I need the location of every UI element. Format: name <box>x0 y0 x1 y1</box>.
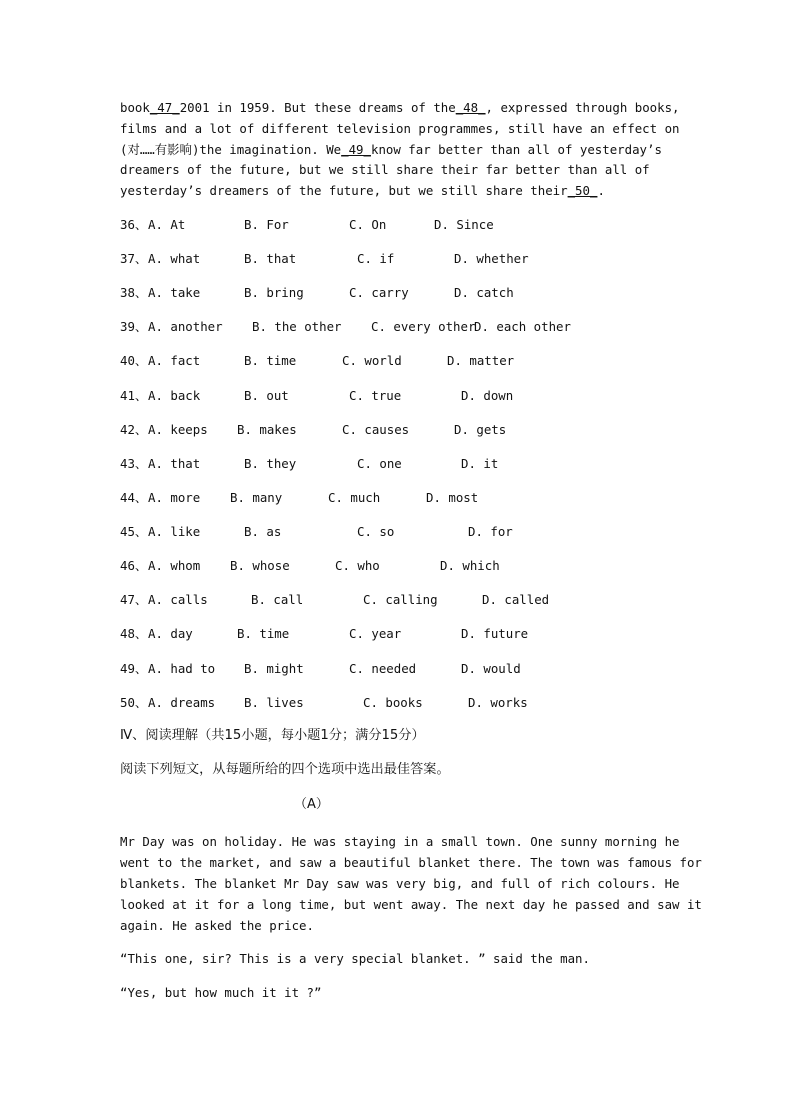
story-line: blankets. The blanket Mr Day saw was very big, and full of rich colours. He <box>120 876 680 891</box>
section-instruction: 阅读下列短文，从每题所给的四个选项中选出最佳答案。 <box>120 762 450 777</box>
document-page: book_47_2001 in 1959. But these dreams of the_48_, expressed through books, films and a lot of different television programmes, still have an effect on (对……有影响)the imagination. We_49_know far better than all of yesterday’s dreamers of the future, but we still share their far better than all of yesterday’s dreamers of the future, but we still share their_50_. 36、 A. At B. For C. On D. Since 37、 A. what B. that C. if D. whether 38、 A. take B. bring C. carry D. catch 39、 A. another B. the other C. every other D. each other 40、 A. fact B. time C. world D. matter 41、 A. back B. out C. true D. down 42、 A. keeps B. makes C. causes D. gets 43、 A. that B. they C. one D. it 44、 A. more B. many C. much D. most 45、 A. like B. as C. so D. for 46、 A. whom B. whose C. who D. which 47、 A. calls B. call C. calling D. called 48、 A. day B. time C. year D. future 49、 A. had to B. might C. needed D. would 50、 A. dreams B. lives C. books D. works Ⅳ、阅读理解（共15小题，每小题1分；满分15分） 阅读下列短文，从每题所给的四个选项中选出最佳答案。 （A） Mr Day was on holiday. He was staying in a small town. One sunny morning he went to the market, and saw a beautiful blanket there. The town was famous for blankets. The blanket Mr Day saw was very big, and full of rich colours. He looked at it for a long time, but went away. The next day he passed and saw it again. He asked the price. “This one, sir? This is a very special blanket. ” said the man. “Yes, but how much it it ?” <box>0 0 790 1119</box>
passage-line-3: (对……有影响)the imagination. We_49_know far better than all of yesterday’s <box>120 141 662 157</box>
cloze-passage <box>120 98 680 202</box>
passage-line-4: dreamers of the future, but we still share their far better than all of <box>120 162 650 178</box>
story-line: Mr Day was on holiday. He was staying in a small town. One sunny morning he <box>120 834 680 849</box>
passage-line-2: films and a lot of different television programmes, still have an effect on <box>120 120 680 136</box>
passage-line-1: book_47_2001 in 1959. But these dreams of the_48_, expressed through books, <box>120 100 680 115</box>
blank-50: _50_ <box>567 183 598 199</box>
blank-47: _47_ <box>149 100 180 115</box>
story-line: again. He asked the price. <box>120 918 314 933</box>
story-line: looked at it for a long time, but went away. The next day he passed and saw it <box>120 897 702 912</box>
section-heading: Ⅳ、阅读理解（共15小题，每小题1分；满分15分） <box>120 728 425 743</box>
story-line: went to the market, and saw a beautiful blanket there. The town was famous for <box>120 855 702 870</box>
blank-48: _48_ <box>455 100 486 115</box>
reading-passage <box>120 831 702 936</box>
passage-line-5: yesterday’s dreamers of the future, but we still share their_50_. <box>120 183 605 199</box>
blank-49: _49_ <box>341 141 371 157</box>
dialogue-line: “Yes, but how much it it ?” <box>120 985 322 1000</box>
dialogue-line: “This one, sir? This is a very special blanket. ” said the man. <box>120 951 590 966</box>
part-label: （A） <box>294 797 329 812</box>
